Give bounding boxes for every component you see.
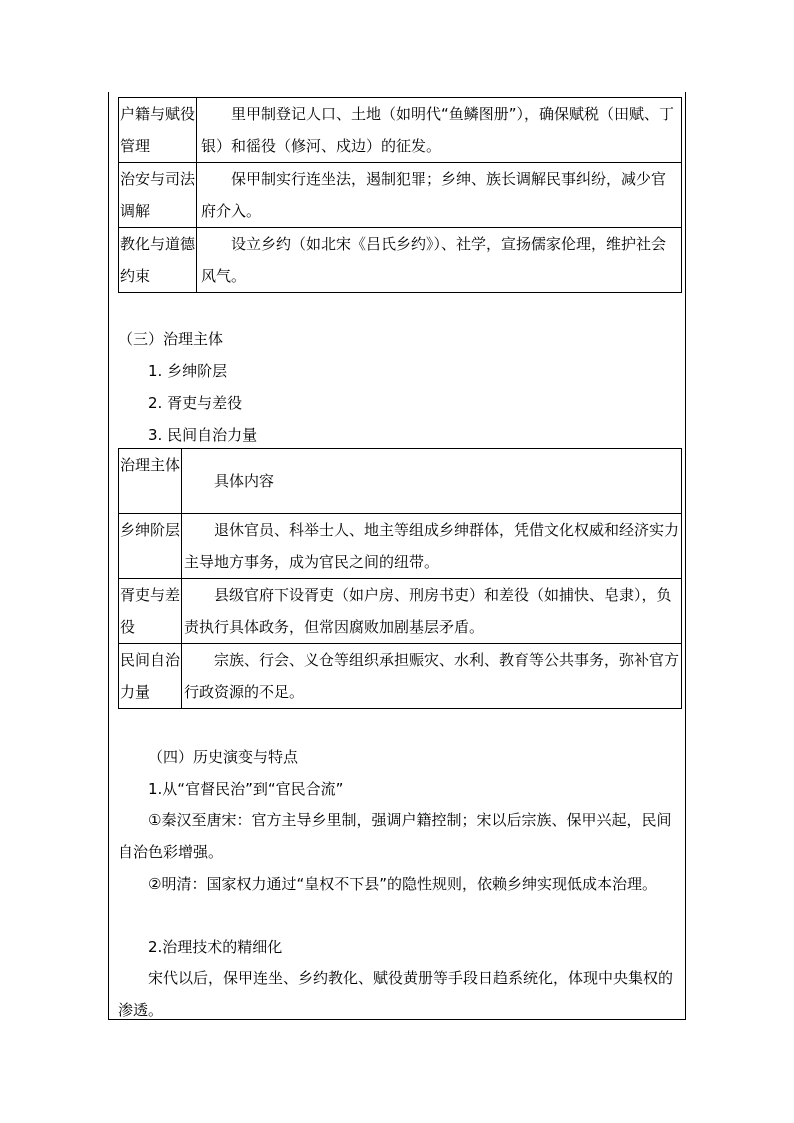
table-row [119, 228, 682, 293]
table-cell-subject: 户籍与赋役管理 [119, 98, 197, 163]
table-cell-subject: 胥吏与差役 [119, 579, 182, 644]
table-cell-content: 宗族、行会、义仓等组织承担赈灾、水利、教育等公共事务，弥补官方行政资源的不足。 [182, 644, 682, 709]
list-item: 2. 胥吏与差役 [148, 394, 243, 412]
table-header-row [119, 449, 682, 514]
section-heading: （四）历史演变与特点 [148, 748, 299, 766]
table-row [119, 644, 682, 709]
table-cell-subject: 教化与道德约束 [119, 228, 197, 293]
governance-subjects-table [118, 448, 682, 709]
table-row [119, 579, 682, 644]
table-cell-content: 退休官员、科举士人、地主等组成乡绅群体，凭借文化权威和经济实力主导地方事务，成为官民之间的纽带。 [182, 514, 682, 579]
table-cell-content: 县级官府下设胥吏（如户房、刑房书吏）和差役（如捕快、皂隶），负责执行具体政务，但常因腐败加剧基层矛盾。 [182, 579, 682, 644]
list-item: 1. 乡绅阶层 [148, 362, 228, 380]
table-cell-content: 里甲制登记人口、土地（如明代“鱼鳞图册”），确保赋税（田赋、丁银）和徭役（修河、戍边）的征发。 [197, 98, 682, 163]
subsection-heading: 1.从“官督民治”到“官民合流” [148, 780, 344, 798]
subsection-heading: 2.治理技术的精细化 [148, 938, 283, 956]
paragraph: ②明清：国家权力通过“皇权不下县”的隐性规则，依赖乡绅实现低成本治理。 [148, 875, 657, 893]
paragraph: 宋代以后，保甲连坐、乡约教化、赋役黄册等手段日趋系统化，体现中央集权的渗透。 [118, 969, 674, 1019]
section-heading: （三）治理主体 [118, 330, 224, 348]
table-cell-subject: 民间自治力量 [119, 644, 182, 709]
table-row [119, 163, 682, 228]
table-row [119, 514, 682, 579]
table-cell-subject: 治安与司法调解 [119, 163, 197, 228]
table-header-content: 具体内容 [182, 449, 682, 514]
table-cell-content: 保甲制实行连坐法，遏制犯罪；乡绅、族长调解民事纠纷，减少官府介入。 [197, 163, 682, 228]
table-cell-subject: 乡绅阶层 [119, 514, 182, 579]
table-row [119, 98, 682, 163]
governance-functions-table [118, 97, 682, 293]
table-header-subject: 治理主体 [119, 449, 182, 514]
paragraph: ①秦汉至唐宋：官方主导乡里制，强调户籍控制；宋以后宗族、保甲兴起，民间自治色彩增强。 [118, 811, 672, 861]
list-item: 3. 民间自治力量 [148, 426, 258, 444]
table-cell-content: 设立乡约（如北宋《吕氏乡约》）、社学，宣扬儒家伦理，维护社会风气。 [197, 228, 682, 293]
